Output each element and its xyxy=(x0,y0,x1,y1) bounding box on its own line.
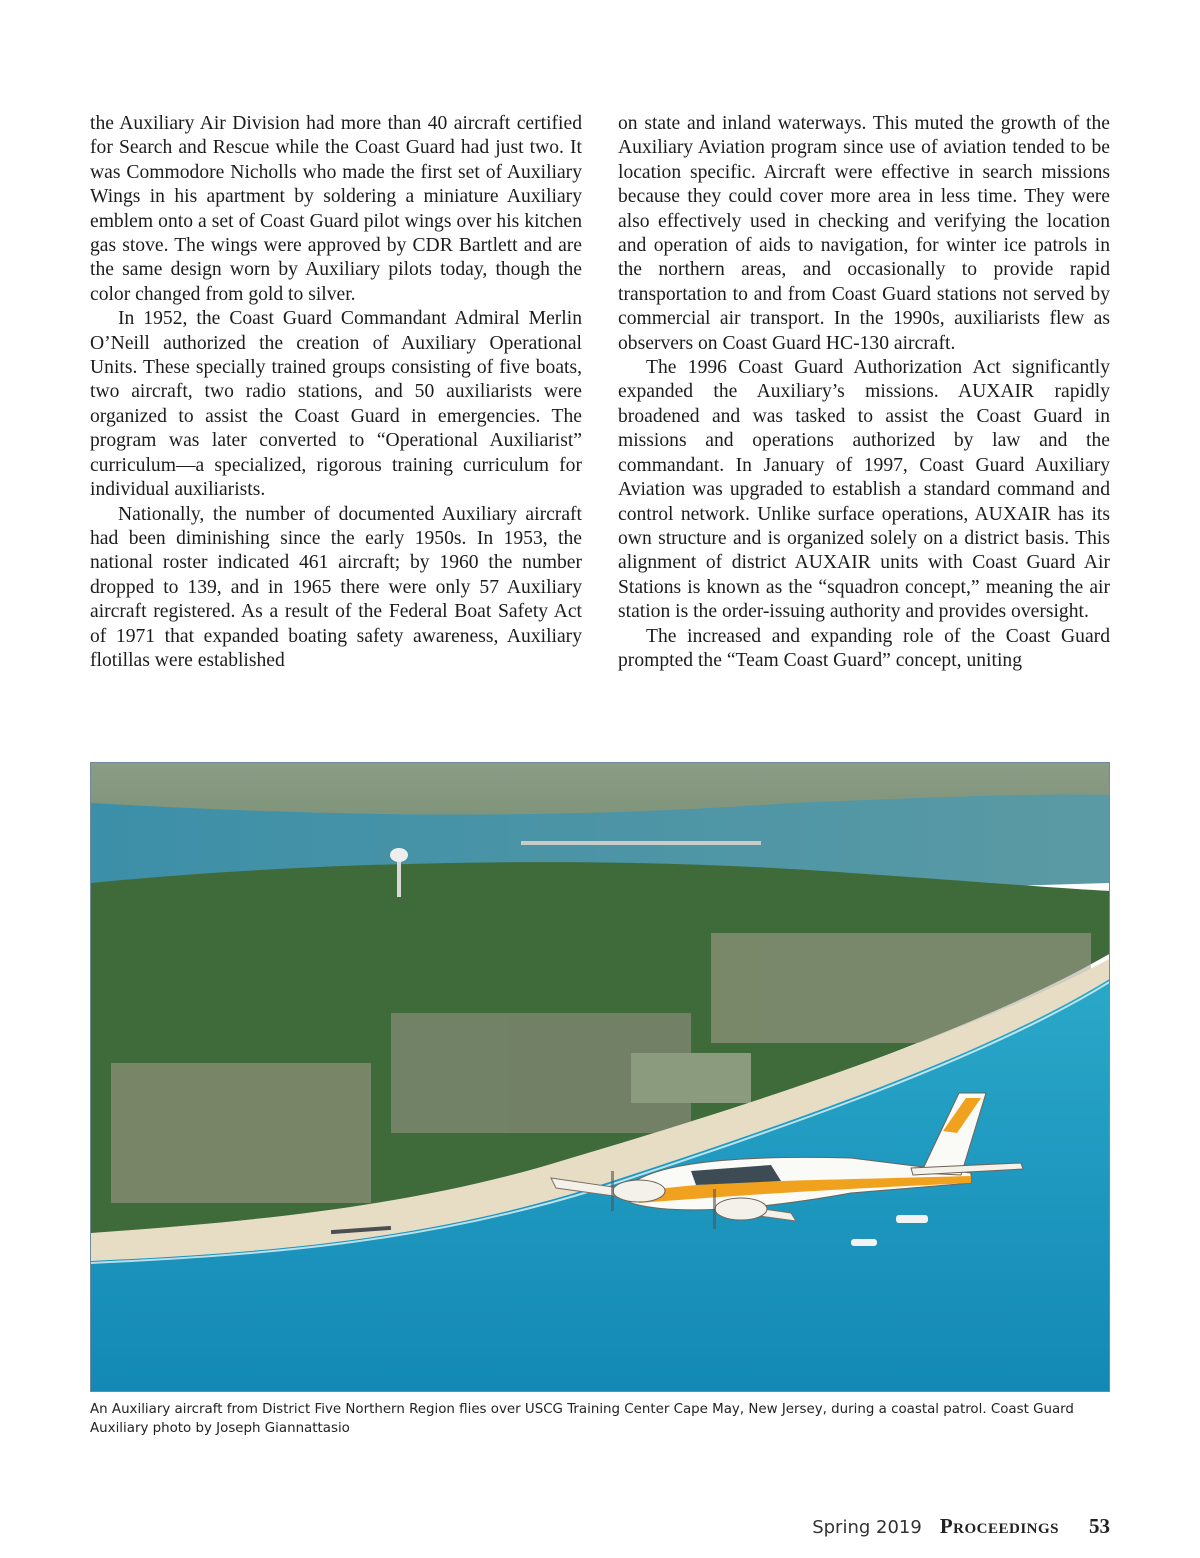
bridge xyxy=(521,841,761,845)
paragraph: on state and inland waterways. This muted the growth of the Auxiliary Aviation program since use of aviation tended to be location specific. Aircraft were effective in search missions because they could cover more area in less time. They were also effectively used in checking and verifying the location and operation of aids to navigation, for winter ice patrols in the northern areas, and occasionally to provide rapid transportation to and from Coast Guard stations not served by commercial air transport. In the 1990s, auxiliarists flew as observers on Coast Guard HC-130 aircraft. xyxy=(618,113,1110,354)
article-column-left xyxy=(90,112,582,673)
paragraph: In 1952, the Coast Guard Commandant Admiral Merlin O’Neill authorized the creation of Auxiliary Operational Units. These specially trained groups consisting of five boats, two aircraft, two radio stations, and 50 auxiliarists were organized to assist the Coast Guard in emergencies. The program was later converted to “Operational Auxiliarist” curriculum—a specialized, rigorous training curriculum for individual auxiliarists. xyxy=(90,308,582,501)
article-column-right xyxy=(618,112,1110,673)
page-footer xyxy=(812,1514,1110,1539)
paragraph: Nationally, the number of documented Auxiliary aircraft had been diminishing since the early 1950s. In 1953, the national roster indicated 461 aircraft; by 1960 the number dropped to 139, and in 1965 there were only 57 Auxiliary aircraft registered. As a result of the Federal Boat Safety Act of 1971 that expanded boating safety awareness, Auxiliary flotillas were established xyxy=(90,503,582,671)
magazine-name: Proceedings xyxy=(939,1514,1059,1538)
issue-date: Spring 2019 xyxy=(812,1517,922,1538)
aerial-photo-cape-may xyxy=(90,762,1110,1392)
paragraph: The increased and expanding role of the Coast Guard prompted the “Team Coast Guard” concept, uniting xyxy=(618,625,1110,671)
paragraph: The 1996 Coast Guard Authorization Act significantly expanded the Auxiliary’s missions. AUXAIR rapidly broadened and was tasked to assist the Coast Guard in missions and operations authorized by law and the commandant. In January of 1997, Coast Guard Auxiliary Aviation was upgraded to establish a standard command and control network. Unlike surface operations, AUXAIR has its own structure and is organized solely on a district basis. This alignment of district AUXAIR units with Coast Guard Air Stations is known as the “squadron concept,” meaning the air station is the order-issuing authority and provides oversight. xyxy=(618,357,1110,623)
paragraph: the Auxiliary Air Division had more than 40 aircraft certified for Search and Rescue while the Coast Guard had just two. It was Commodore Nicholls who made the first set of Auxiliary Wings in his apartment by soldering a miniature Auxiliary emblem onto a set of Coast Guard pilot wings over his kitchen gas stove. The wings were approved by CDR Bartlett and are the same design worn by Auxiliary pilots today, though the color changed from gold to silver. xyxy=(90,113,582,305)
page-number: 53 xyxy=(1089,1514,1110,1538)
figure-caption: An Auxiliary aircraft from District Five Northern Region flies over USCG Training Center Cape May, New Jersey, during a coastal patrol. Coast Guard Auxiliary photo by Joseph Giannattasio xyxy=(90,1402,1074,1436)
